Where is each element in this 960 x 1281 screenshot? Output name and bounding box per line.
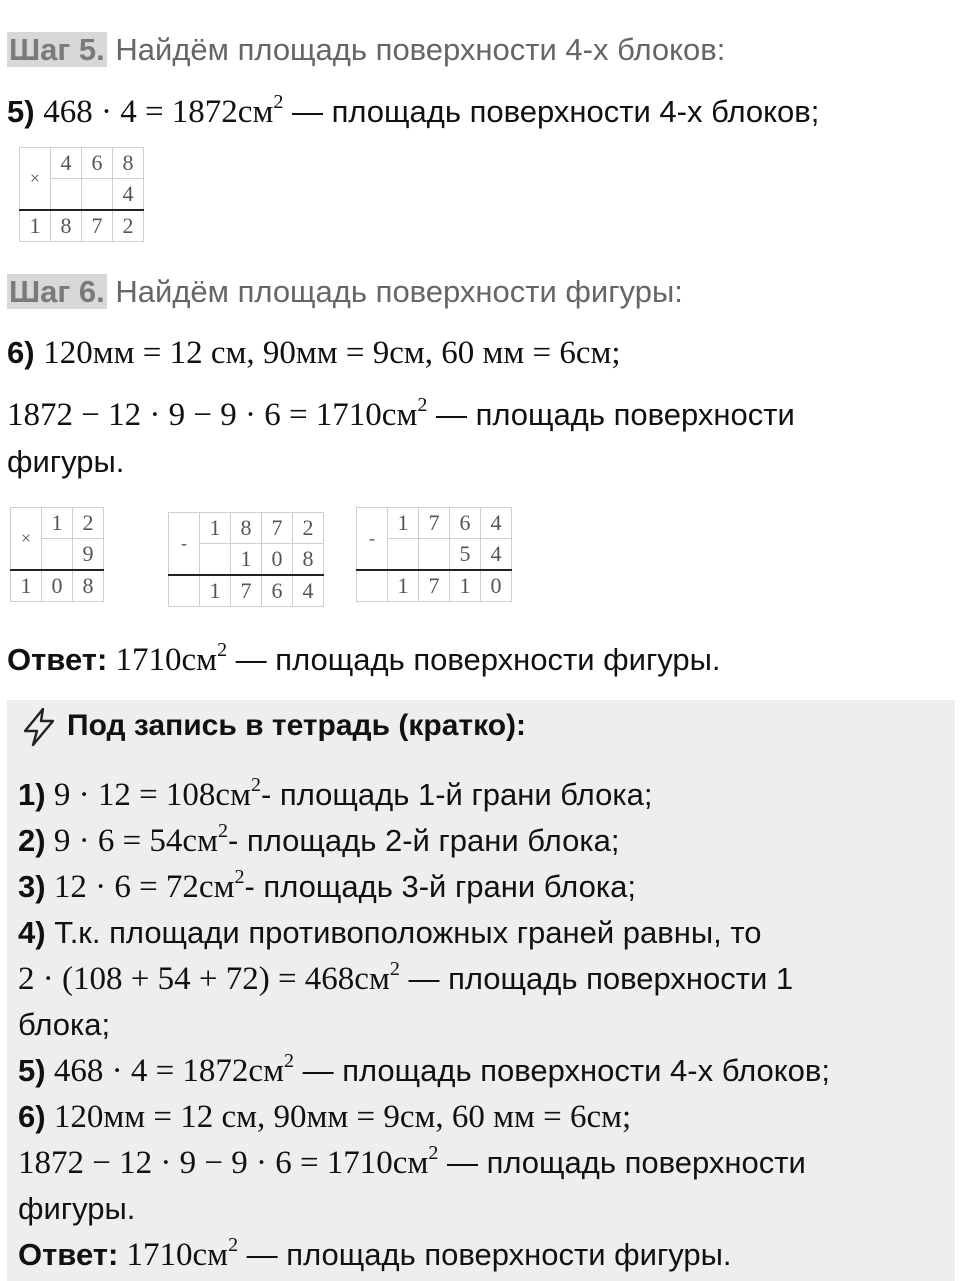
calc-digit (357, 570, 388, 602)
calc-digit: 1 (11, 570, 42, 602)
calc-digit: 2 (113, 210, 144, 242)
note-l7-sup: 2 (283, 1050, 294, 1072)
calc-digit: 4 (481, 508, 512, 539)
note-l11-tail: — площадь поверхности фигуры. (238, 1237, 732, 1272)
calc-digit: 7 (231, 575, 262, 607)
answer-sup: 2 (217, 639, 228, 661)
calc-digit: 8 (51, 210, 82, 242)
calc-row (357, 508, 512, 539)
calc-digit: 5 (450, 539, 481, 571)
step5-line (7, 92, 819, 132)
calc-operator: - (169, 513, 200, 576)
step5-label: Шаг 5. (9, 32, 105, 67)
note-l11-math: 1710см (118, 1237, 229, 1273)
note-l2-math: 9 · 6 = 54см (45, 823, 218, 859)
answer-tail: — площадь поверхности фигуры. (227, 642, 721, 677)
step6-line2-tail: — площадь поверхности (427, 397, 795, 432)
calc-operator: × (20, 148, 51, 211)
note-l7-tail: — площадь поверхности 4-х блоков; (293, 1053, 830, 1088)
calc-digit (51, 179, 82, 211)
note-l4-num: 4) (18, 915, 46, 950)
note-l5-sup: 2 (389, 958, 400, 980)
note-line-10: фигуры. (18, 1191, 136, 1226)
note-line-5 (18, 959, 793, 999)
answer-math: 1710см (107, 642, 218, 678)
step6-line2-math: 1872 − 12 · 9 − 9 · 6 = 1710см (7, 397, 418, 433)
note-l8-math: 120мм = 12 см, 90мм = 9см, 60 мм = 6см; (45, 1099, 632, 1135)
calc-digit: 2 (73, 508, 104, 539)
calc-digit: 1 (388, 570, 419, 602)
step5-sup: 2 (273, 91, 284, 113)
subtraction-1872-108 (168, 512, 324, 607)
calc-digit: 4 (293, 575, 324, 607)
calc-digit: 1 (200, 575, 231, 607)
calc-digit: 8 (231, 513, 262, 544)
calc-digit: 6 (82, 148, 113, 179)
subtraction-1764-54 (356, 507, 512, 602)
note-l4-text: Т.к. площади противоположных граней равны, то (45, 915, 762, 950)
note-l9-sup: 2 (428, 1142, 439, 1164)
note-l1-tail: - площадь 1-й грани блока; (260, 777, 653, 812)
step5-text: Найдём площадь поверхности 4-х блоков: (106, 32, 726, 67)
calc-digit (388, 539, 419, 571)
calc-digit: 1 (450, 570, 481, 602)
step6-math: 120мм = 12 см, 90мм = 9см, 60 мм = 6см; (43, 335, 621, 371)
calc-row (169, 575, 324, 607)
calc-digit: 4 (51, 148, 82, 179)
note-title-row (19, 706, 526, 747)
note-l7-math: 468 · 4 = 1872см (45, 1053, 284, 1089)
calc-operator: × (11, 508, 42, 571)
calc-row (20, 148, 144, 179)
note-l8-num: 6) (18, 1099, 46, 1134)
calc-digit: 1 (388, 508, 419, 539)
calc-digit: 0 (481, 570, 512, 602)
calc-digit: 1 (200, 513, 231, 544)
calc-row (169, 513, 324, 544)
note-l2-sup: 2 (217, 820, 228, 842)
step6-line2 (7, 395, 795, 435)
note-l5-tail: — площадь поверхности 1 (399, 961, 794, 996)
step6-line3: фигуры. (7, 444, 125, 479)
calc-digit: 8 (73, 570, 104, 602)
note-line-2 (18, 821, 619, 861)
note-l9-math: 1872 − 12 · 9 − 9 · 6 = 1710см (18, 1145, 429, 1181)
calc-digit: 6 (262, 575, 293, 607)
note-line-6: блока; (18, 1007, 111, 1042)
note-line-9 (18, 1143, 806, 1183)
lightning-icon (19, 707, 59, 747)
calc-digit: 4 (481, 539, 512, 571)
step5-tail: — площадь поверхности 4-х блоков; (283, 94, 820, 129)
calc-digit: 1 (231, 544, 262, 576)
note-line-1 (18, 775, 652, 815)
note-l11-sup: 2 (228, 1234, 239, 1256)
note-l3-sup: 2 (234, 866, 245, 888)
calc-digit: 8 (293, 544, 324, 576)
multiplication-12x9 (10, 507, 104, 602)
multiplication-468x4 (19, 147, 144, 242)
calc-digit: 7 (419, 570, 450, 602)
calc-digit (82, 179, 113, 211)
note-l3-num: 3) (18, 869, 46, 904)
note-l1-math: 9 · 12 = 108см (45, 777, 251, 813)
step6-line2-sup: 2 (417, 394, 428, 416)
step5-math: 468 · 4 = 1872см (43, 94, 274, 130)
step6-num: 6) (7, 335, 35, 370)
answer-label: Ответ: (7, 642, 108, 677)
calc-digit: 0 (42, 570, 73, 602)
calc-row (11, 570, 104, 602)
calc-digit: 1 (42, 508, 73, 539)
note-l3-math: 12 · 6 = 72см (45, 869, 235, 905)
note-line-3 (18, 867, 636, 907)
calc-digit: 1 (20, 210, 51, 242)
calc-row (357, 570, 512, 602)
calc-row (20, 210, 144, 242)
calc-digit: 7 (82, 210, 113, 242)
note-l5-math: 2 · (108 + 54 + 72) = 468см (18, 961, 390, 997)
calc-digit (42, 539, 73, 571)
calc-operator: - (357, 508, 388, 571)
note-l1-sup: 2 (250, 774, 261, 796)
calc-digit (200, 544, 231, 576)
calc-digit (169, 575, 200, 607)
step6-label: Шаг 6. (9, 274, 105, 309)
step6-text: Найдём площадь поверхности фигуры: (106, 274, 683, 309)
calc-digit: 2 (293, 513, 324, 544)
note-line-4 (18, 913, 761, 953)
calc-row (11, 508, 104, 539)
note-l11-label: Ответ: (18, 1237, 119, 1272)
note-l3-tail: - площадь 3-й грани блока; (244, 869, 636, 904)
note-l2-tail: - площадь 2-й грани блока; (227, 823, 620, 858)
calc-digit: 4 (113, 179, 144, 211)
calc-digit: 9 (73, 539, 104, 571)
calc-digit: 8 (113, 148, 144, 179)
calc-digit: 7 (419, 508, 450, 539)
notebook-summary (7, 700, 955, 1281)
note-line-7 (18, 1051, 830, 1091)
note-l9-tail: — площадь поверхности (438, 1145, 806, 1180)
note-l1-num: 1) (18, 777, 46, 812)
note-l7-num: 5) (18, 1053, 46, 1088)
calc-digit: 7 (262, 513, 293, 544)
calc-digit: 0 (262, 544, 293, 576)
step6-line1 (7, 333, 621, 373)
step6-heading (7, 272, 683, 312)
note-title: Под запись в тетрадь (кратко): (67, 709, 527, 742)
step5-heading (7, 30, 725, 70)
answer-line (7, 640, 721, 680)
note-line-11 (18, 1235, 732, 1275)
calc-digit (419, 539, 450, 571)
note-l2-num: 2) (18, 823, 46, 858)
calc-digit: 6 (450, 508, 481, 539)
note-line-8 (18, 1097, 631, 1137)
step5-num: 5) (7, 94, 35, 129)
